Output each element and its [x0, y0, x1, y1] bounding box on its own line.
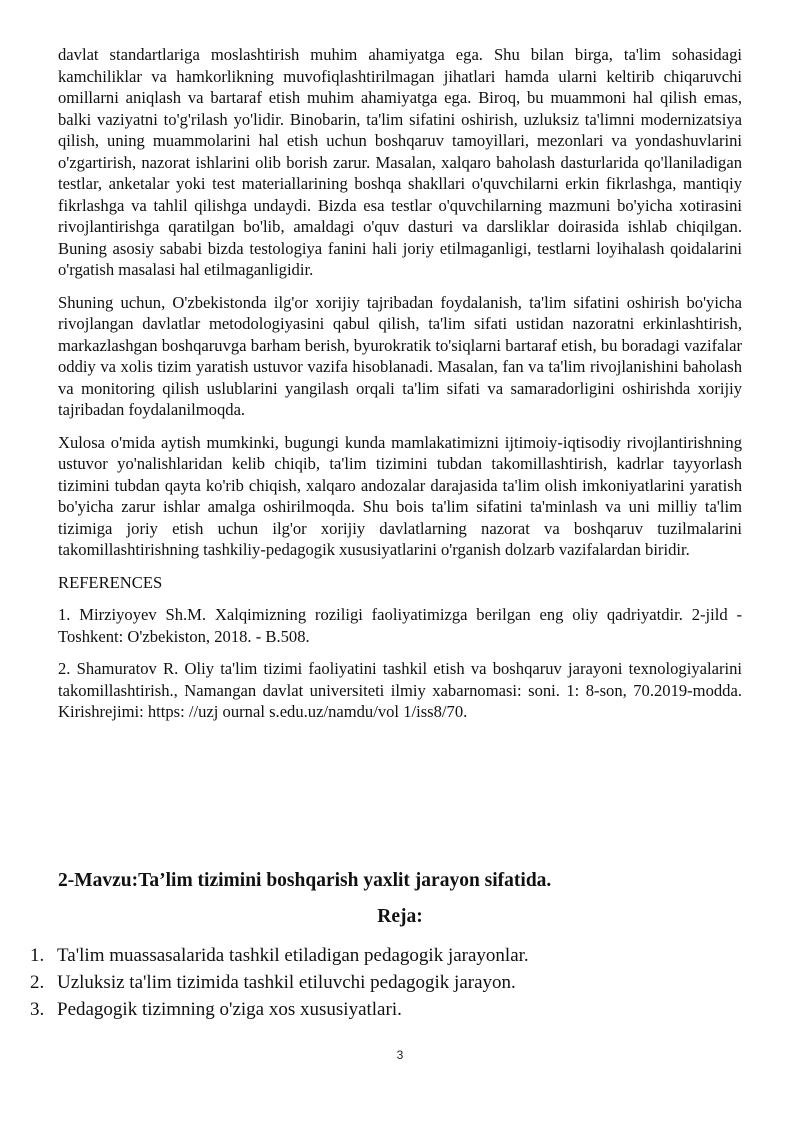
plan-item-text: Ta'lim muassasalarida tashkil etiladigan pedagogik jarayonlar.: [57, 945, 529, 966]
body-paragraph-2: Shuning uchun, O'zbekistonda ilg'or xorijiy tajribadan foydalanish, ta'lim sifatini oshirish bo'yicha rivojlangan davlatlar metodologiyasini qabul qilish, ta'lim sifati ustidan nazoratni erkinlashtirish, markazlashgan boshqaruvga barham berish, byurokratik to'siqlarni bartaraf etish, bu boradagi vazifalar oddiy va xolis tizim yaratish ustuvor vazifa hisoblanadi. Masalan, fan va ta'lim rivojlanishini baholash va monitoring qilish uslublarini yangilash orqali ta'lim sifati va samaradorligini oshirishda xorijiy tajribadan foydalanilmoqda.: [58, 292, 742, 419]
plan-item: [30, 996, 529, 1023]
plan-item-number: 1.: [30, 945, 45, 966]
plan-item-text: Uzluksiz ta'lim tizimida tashkil etiluvchi pedagogik jarayon.: [57, 972, 516, 993]
page-number: 3: [396, 1048, 404, 1062]
references-heading: REFERENCES: [58, 572, 163, 592]
body-paragraph-1: davlat standartlariga moslashtirish muhim ahamiyatga ega. Shu bilan birga, ta'lim sohasidagi kamchiliklar va hamkorlikning muvofiqlashtirilmagan jihatlari hamda ularni keltirib chiqaruvchi omillarni aniqlash va bartaraf etish muhim ahamiyatga ega. Biroq, bu muammoni hal qilish emas, balki vaziyatni to'g'rilash yo'lidir. Binobarin, ta'lim sifatini oshirish, uzluksiz ta'limni modernizatsiya qilish, uning muammolarini hal etish uchun boshqaruv tamoyillari, mezonlari va yondashuvlarini o'zgartirish, nazorat ishlarini olib borish zarur. Masalan, xalqaro baholash dasturlarida qo'llaniladigan testlar, anketalar yoki test materiallarining boshqa shakllari o'quvchilarni erkin fikrlashga, mantiqiy fikrlashga va tahlil qilishga undaydi. Bizda esa testlar o'quvchilarning mazmuni bo'yicha xotirasini rivojlantirishga qaratilgan bo'lib, amaldagi o'quv dasturi va darsliklar doirasida ishlab chiqilgan. Buning asosiy sababi bizda testologiya fanini hali joriy etilmaganligi, testlarni loyihalash qoidalarini o'rgatish masalasi hal etilmaganligidir.: [58, 45, 742, 279]
plan-item: [30, 969, 529, 996]
plan-item-text: Pedagogik tizimning o'ziga xos xususiyatlari.: [57, 999, 402, 1020]
body-paragraph-3: Xulosa o'mida aytish mumkinki, bugungi kunda mamlakatimizni ijtimoiy-iqtisodiy rivojlantirishning ustuvor yo'nalishlaridan kelib chiqib, ta'lim tizimini tubdan takomillashtirish, kadrlar tayyorlash tizimini tubdan qayta ko'rib chiqish, xalqaro andozalar darajasida ta'lim olish imkoniyatlarini yaratish bo'yicha zarur ishlar amalga oshirilmoqda. Shu bois ta'lim sifatini ta'minlash va uni milliy ta'lim tizimiga joriy etish uchun ilg'or xorijiy davlatlarning nazorat va boshqaruv tuzilmalarini takomillashtirishning tashkiliy-pedagogik xususiyatlarini o'rganish dolzarb vazifalardan biridir.: [58, 432, 742, 559]
plan-item-number: 3.: [30, 999, 45, 1020]
plan-item-number: 2.: [30, 972, 45, 993]
reference-item-1: 1. Mirziyoyev Sh.M. Xalqimizning roziligi faoliyatimizga berilgan eng oliy qadriyatdir. 2-jild - Toshkent: O'zbekiston, 2018. - B.508.: [58, 605, 742, 646]
reference-item-2: 2. Shamuratov R. Oliy ta'lim tizimi faoliyatini tashkil etish va boshqaruv jarayoni texnologiyalarini takomillashtirish., Namangan davlat universiteti ilmiy xabarnomasi: soni. 1: 8-son, 70.2019-modda. Kirishrejimi: https: //uzj ournal s.edu.uz/namdu/vol 1/iss8/70.: [58, 659, 742, 721]
section-title: 2-Mavzu:Ta’lim tizimini boshqarish yaxlit jarayon sifatida.: [58, 870, 552, 891]
plan-title: Reja:: [377, 906, 423, 927]
document-body: [58, 44, 742, 734]
plan-list: [30, 942, 529, 1023]
plan-item: [30, 942, 529, 969]
